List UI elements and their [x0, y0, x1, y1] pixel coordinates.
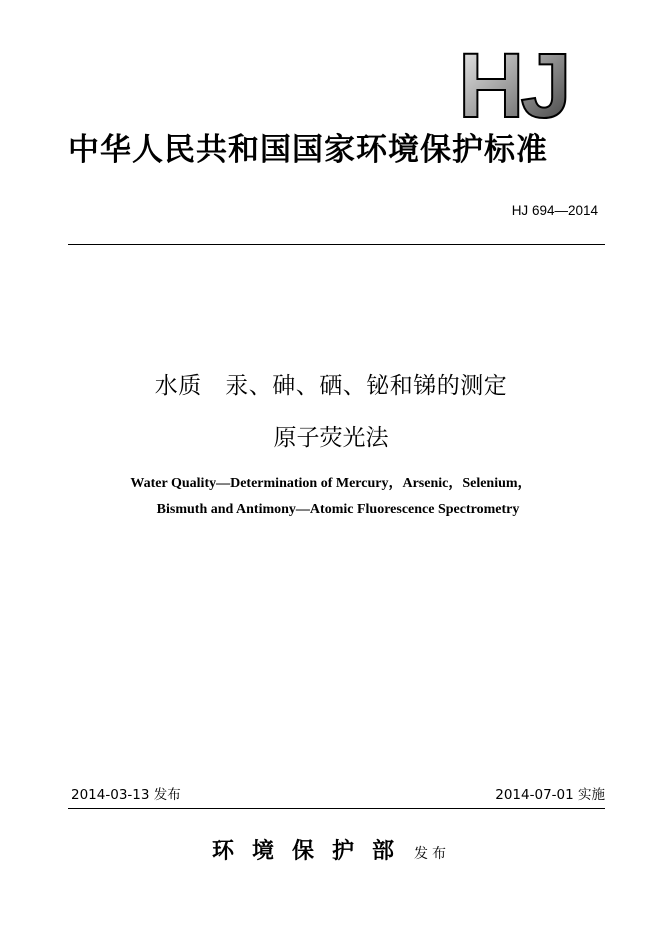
- hj-logo: [455, 44, 590, 122]
- footer-divider: [68, 808, 605, 809]
- effective-date: 2014-07-01 实施: [495, 787, 605, 803]
- publisher-line: [0, 836, 662, 869]
- publisher-action: 发布: [414, 846, 450, 862]
- issuing-authority-title: 中华人民共和国国家环境保护标准: [68, 132, 548, 168]
- title-english-line-2: Bismuth and Antimony—Atomic Fluorescence Spectrometry: [156, 502, 520, 517]
- title-chinese-line-2: 原子荧光法: [273, 425, 389, 451]
- svg-text:HJ: HJ: [458, 44, 568, 122]
- title-english-line-1: Water Quality—Determination of Mercury，Arsenic，Selenium，: [130, 476, 532, 491]
- title-chinese-line-1: 水质 汞、砷、硒、铋和锑的测定: [154, 373, 508, 399]
- publisher-name: 环境保护部: [211, 838, 412, 864]
- header-divider: [68, 244, 605, 245]
- standard-number: HJ 694—2014: [511, 203, 598, 218]
- issue-date: 2014-03-13 发布: [71, 787, 181, 803]
